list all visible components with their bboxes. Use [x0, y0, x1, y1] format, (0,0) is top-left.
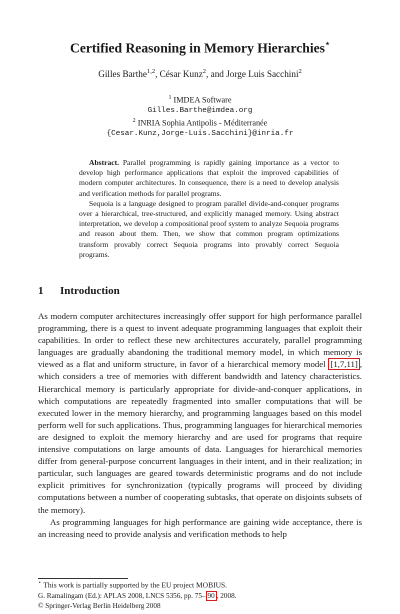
author-2-affil: 2: [202, 68, 207, 75]
abstract: [79, 158, 339, 260]
author-2: César Kunz: [159, 69, 203, 80]
affiliation-2-email[interactable]: {Cesar.Kunz,Jorge-Luis.Sacchini}@inria.fr: [106, 130, 294, 138]
affil-2-name: INRIA Sophia Antipolis - Méditerranée: [137, 118, 268, 128]
bib-year: , 2008.: [216, 592, 237, 600]
body-paragraph-2: As programming languages for high performance are gaining wide acceptance, there is an increasing need to provide analysis and verification methods to help: [38, 516, 362, 539]
bib-line-1: [38, 592, 236, 600]
abstract-paragraph-2: Sequoia is a language designed to program parallel divide-and-conquer programs over a hierarchical, tree-structured, and explicitly managed memory. Using abstract interpretation, we develop a compositional proof system to analyze Sequoia programs and reason about them. Then, we show that common program optimizations transform provably correct Sequoia programs into provably correct Sequoia programs.: [79, 198, 339, 259]
title-footnote-mark: ⋆: [324, 39, 330, 48]
body-paragraph-1: [38, 310, 362, 516]
title-text: Certified Reasoning in Memory Hierarchies: [70, 40, 325, 56]
affiliation-1: [0, 95, 400, 105]
affiliation-2: [0, 118, 400, 128]
author-sep: ,: [155, 69, 160, 80]
body-p1-start: As modern computer architectures increasingly offer support for high performance parallel programming, there is a quest to invent adequate programming languages that exploit their capabilities. In order to reflect these new architectures accurately, parallel programming languages are gradually abandoning the traditional memory model, in which memory is viewed as a flat and uniform structure, in favor of a hierarchical memory model: [38, 311, 362, 370]
body-p1-end: , which considers a tree of memories with different bandwidth and latency characteristics. Hierarchical memory is particularly appropriate for divide-and-conquer applications, in which computations are repeatedly fragmented into smaller computations that will be executed lower in the memory hierarchy, and programming languages based on this model perform well for such applications. Thus, programming languages for hierarchical memories are designed to exploit the memory hierarchy and are used for programs that require intensive computations on large amounts of data. Languages for hierarchical memories differ from general-purpose concurrent languages in their intent, and in their realization; in particular, such languages are geared towards deterministic programs and do not include explicit primitives for synchronization (typically programs will proceed by dividing computations between a number of cooperating subtasks, that operate on disjoints subsets of the memory).: [38, 359, 362, 515]
author-3: and Jorge Luis Sacchini: [210, 69, 299, 80]
affil-1-name: IMDEA Software: [173, 95, 232, 105]
footnote-text: This work is partially supported by the EU project MOBIUS.: [43, 580, 228, 590]
author-3-affil: 2: [298, 68, 302, 75]
bib-citation: G. Ramalingam (Ed.): APLAS 2008, LNCS 5356, pp. 75–: [38, 592, 206, 600]
affiliation-1-email[interactable]: Gilles.Barthe@imdea.org: [147, 107, 253, 115]
author-1-affil: 1,2: [146, 68, 156, 75]
section-heading: [38, 285, 120, 297]
section-number: 1: [38, 285, 44, 297]
page-number-link[interactable]: 90: [207, 592, 215, 600]
paper-title: [0, 40, 400, 57]
abstract-paragraph-1: Parallel programming is rapidly gaining importance as a vector to develop high performance applications that exploit the improved capabilities of modern computer architectures. In consequence, there is a need to develop analysis and verification methods for parallel programs.: [79, 158, 340, 198]
affil-1-mark: 1: [168, 95, 172, 101]
footnote-mark: ⋆: [38, 580, 42, 586]
abstract-label: Abstract.: [89, 158, 119, 167]
citation-link[interactable]: [1,7,11]: [330, 359, 358, 370]
affil-2-mark: 2: [132, 118, 136, 124]
author-list: [0, 68, 400, 79]
body-text: [38, 310, 362, 540]
bib-line-2: © Springer-Verlag Berlin Heidelberg 2008: [38, 602, 161, 610]
section-title: Introduction: [60, 285, 120, 297]
footnote: [38, 580, 227, 590]
footnote-rule: [38, 578, 128, 579]
author-1: Gilles Barthe: [98, 69, 147, 80]
author-sep: ,: [206, 69, 211, 80]
